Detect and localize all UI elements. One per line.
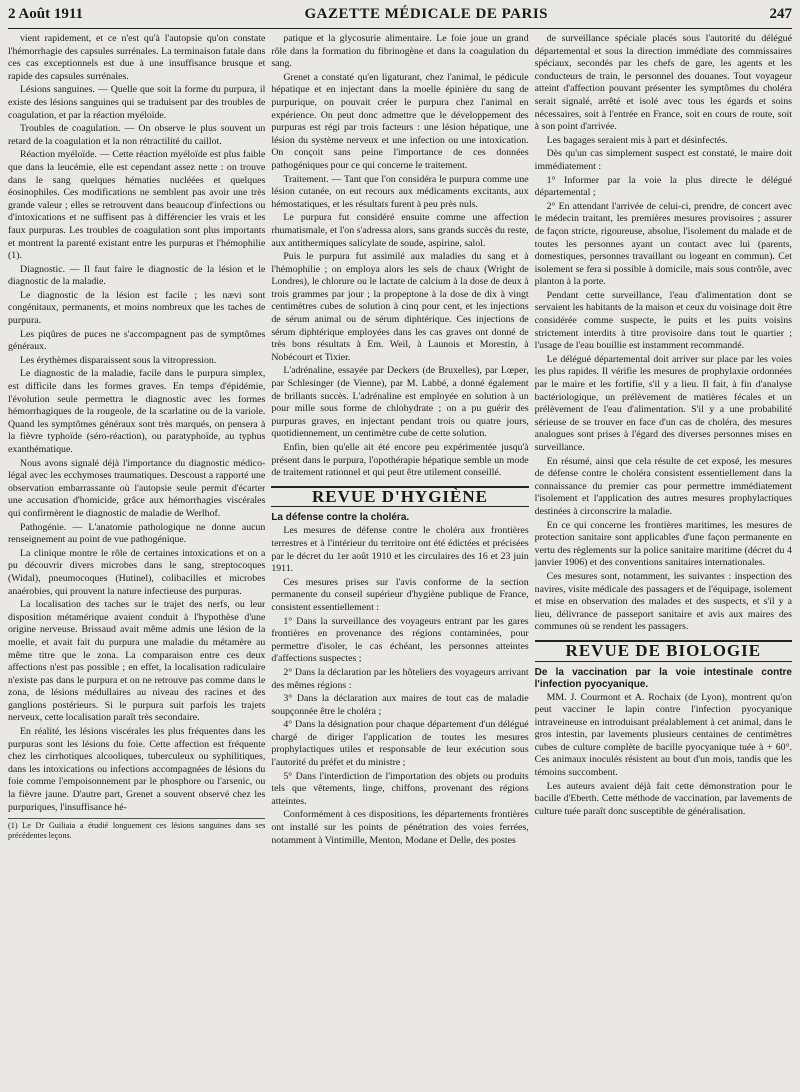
header-rule [8, 28, 792, 29]
paragraph: Puis le purpura fut assimilé aux maladies du sang et à l'hémophilie ; on employa alors les sels de chaux (Wright de Londres), le chlorure ou le lactate de calcium à la dose de deux à trois grammes par jour ; la propeptone à la dose de dix à vingt centimètres cubes de solution à cinq pour cent, et les injections de sérum animal ou de sérum diphtérique. Ces injections de sérum diphtérique employées dans les cas graves ont donné de très bons résultats à Em. Weil, à Launois et Morestin, à Nobécourt et Tixier. [271, 251, 529, 363]
paragraph: Le diagnostic de la lésion est facile ; les nævi sont congénitaux, permanents, et moins nombreux que les taches de purpura. [8, 289, 266, 327]
paragraph: Le délégué départemental doit arriver sur place par les voies les plus rapides. Il vérifie les mesures de prophylaxie ordonnées par le maire et les fortifie, s'il y a lieu. Il fait, à fin d'analyse bactériologique, un prélèvement de matières fécales et un prélèvement de l'eau d'alimentation. S'il y a une probabilité sérieuse de se trouver en face d'un cas de choléra, des mesures analogues sont prises à l'égard des diverses personnes mises en surveillance. [534, 353, 792, 453]
section-heading-hygiene: REVUE D'HYGIÈNE [271, 486, 528, 508]
paragraph: MM. J. Courmont et A. Rochaix (de Lyon), montrent qu'on peut vacciner le lapin contre l'infection pyocyanique intraveineuse en introduisant préalablement à cet animal, dans le gros intestin, par lavements plusieurs centaines de centimètres cubes de culture complète de bacille pyocyanique tuée à + 60°. Ces animaux inoculés résistent au bout d'un mois, tandis que les témoins succombent. [534, 691, 792, 779]
paragraph: Réaction myéloïde. — Cette réaction myéloïde est plus faible que dans la leucémie, elle est cependant assez nette : on trouve dans le sang quelques hématies nucléées et quelques éosinophiles. Ces modifications ne semblent pas avoir une très grande valeur ; elles se retrouvent dans beaucoup d'infections ou d'intoxications et ne suffisent pas à différencier les vrais et les faux purpuras. Les troubles de coagulation sont plus importants et montrent la parenté existant entre les purpuras et l'hémophilie (1). [8, 149, 266, 262]
paragraph: La localisation des taches sur le trajet des nerfs, ou leur disposition métamérique avaient conduit à l'hypothèse d'une origine nerveuse. Brissaud avait même admis une lésion de la moelle, et avait fait du purpura une maladie du métamère au même titre que le zona. La comparaison entre ces deux affections n'est pas possible ; en effet, la localisation radiculaire n'existe pas dans le purpura et on ne retrouve pas comme dans le zona, de lésions médullaires au niveau des racines et des ganglions postérieurs. Si le purpura suit parfois les trajets nerveux, cette localisation paraît très secondaire. [8, 599, 266, 724]
column-1 [8, 33, 265, 1083]
paragraph: 2° En attendant l'arrivée de celui-ci, prendre, de concert avec le médecin traitant, les premières mesures provisoires ; assurer de façon stricte, rigoureuse, absolue, l'isolement du malade et de toutes les personnes ayant un contact avec lui (parents, domestiques, personnes travaillant ou logeant en commun). Cet isolement se fera si possible à domicile, mais sous contrôle, avec planton à la porte. [534, 200, 792, 288]
paragraph: Nous avons signalé déjà l'importance du diagnostic médico-légal avec les ecchymoses traumatiques. Descoust a rapporté une observation embarrassante où l'autopsie seule permit d'écarter une accusation d'homicide, grâce aux hémorrhagies viscérales qui confirmèrent le diagnostic de maladie de Werlhof. [8, 457, 266, 519]
header-date: 2 Août 1911 [8, 6, 84, 22]
paragraph: 5° Dans l'interdiction de l'importation des objets ou produits tels que vêtements, linge, chiffons, provenant des régions atteintes. [271, 770, 529, 807]
paragraph: patique et la glycosurie alimentaire. Le foie joue un grand rôle dans la formation du fibrinogène et dans la coagulation du sang. [271, 33, 529, 70]
article-columns [8, 33, 792, 1083]
paragraph: 3° Dans la déclaration aux maires de tout cas de maladie soupçonnée être le choléra ; [271, 693, 529, 717]
paragraph: Dès qu'un cas simplement suspect est constaté, le maire doit immédiatement : [534, 148, 792, 172]
paragraph: La clinique montre le rôle de certaines intoxications et on a pu découvrir divers microbes dans le sang, streptocoques (Widal), pneumocoques (Hutinel), colibacilles et microbes anaérobies, qui prouvent la nature infectieuse des purpuras. [8, 547, 266, 597]
footnote-text: (1) Le Dr Guiliaia a étudié longuement ces lésions sanguines dans ses précédentes leçons. [8, 821, 266, 841]
paragraph: Les auteurs avaient déjà fait cette démonstration pour le bacille d'Eberth. Cette méthode de vaccination, par lavements de culture tuée paraît donc susceptible de généralisation. [534, 780, 792, 817]
paragraph: 2° Dans la déclaration par les hôteliers des voyageurs arrivant des mêmes régions : [271, 666, 529, 691]
column-2 [271, 33, 528, 1083]
section-heading-biologie: REVUE DE BIOLOGIE [535, 640, 792, 662]
paragraph: 4° Dans la désignation pour chaque département d'un délégué chargé de diriger l'application de toutes les mesures prophylactiques utiles et responsable de leur exécution sous l'autorité du préfet et du ministre ; [271, 719, 529, 769]
paragraph: Ces mesures prises sur l'avis conforme de la section permanente du conseil supérieur d'hygiène publique de France, consistent essentiellement : [271, 576, 529, 613]
paragraph: Traitement. — Tant que l'on considéra le purpura comme une lésion cutanée, on eut recours aux médicaments excitants, aux hémostatiques, et les résultats furent à peu près nuls. [271, 173, 529, 210]
paragraph: Diagnostic. — Il faut faire le diagnostic de la lésion et le diagnostic de la maladie. [8, 263, 266, 288]
article-subtitle: La défense contre la choléra. [271, 512, 410, 524]
paragraph: Troubles de coagulation. — On observe le plus souvent un retard de la coagulation et la non rétractilité du caillot. [8, 123, 266, 147]
paragraph: Grenet a constaté qu'en ligaturant, chez l'animal, le pédicule hépatique et en injectant dans la moelle épinière du sang de purpurique, on pouvait créer le purpura chez l'animal en expérience. On peut donc admettre que le développement des purpuras est régi par trois facteurs : une lésion hépatique, une lésion du système nerveux et une infection ou une intoxication. On conçoit sans peine l'importance de ces données pathogéniques pour ce qui concerne le traitement. [271, 71, 529, 171]
paragraph: Les piqûres de puces ne s'accompagnent pas de symptômes généraux. [8, 328, 266, 353]
article-subtitle: De la vaccination par la voie intestinale contre l'infection pyocyanique. [534, 666, 792, 690]
paragraph: En résumé, ainsi que cela résulte de cet exposé, les mesures de défense contre le choléra consistent essentiellement dans la connaissance du premier cas pour permettre immédiatement l'isolement et l'application des autres mesures prophylactiques destinées à circonscrire la maladie. [534, 455, 792, 517]
paragraph: Conformément à ces dispositions, les départements frontières ont installé sur les points de pénétration des voies ferrées, notamment à Vintimille, Menton, Modane et Delle, des postes [271, 809, 529, 846]
paragraph: Les bagages seraient mis à part et désinfectés. [546, 134, 728, 146]
paragraph: Pathogénie. — L'anatomie pathologique ne donne aucun renseignement au point de vue pathogénique. [8, 521, 266, 546]
page-header [8, 6, 792, 26]
paragraph: de surveillance spéciale placés sous l'autorité du délégué départemental et sous la direction immédiate des commissaires spéciaux, secondés par les chefs de gare, les agents et les conducteurs de train, le personnel des douanes. Tout voyageur atteint d'affection pouvant présenter les symptômes du choléra serait signalé, arrêté et isolé avec tous les égards et soins nécessaires, soit à l'entrée en France, soit en cours de route, soit à son point d'arrivée. [534, 33, 792, 133]
paragraph: Enfin, bien qu'elle ait été encore peu expérimentée jusqu'à présent dans le purpura, l'opothérapie hépatique semble un mode de traitement rationnel et qui peut être utilement conseillé. [271, 442, 529, 479]
paragraph: En ce qui concerne les frontières maritimes, les mesures de protection sanitaire sont applicables d'une façon permanente en vertu des règlements sur la police sanitaire maritime (décret du 4 janvier 1906) et des conventions sanitaires internationales. [534, 519, 792, 569]
paragraph: Les mesures de défense contre le choléra aux frontières terrestres et à l'intérieur du territoire ont été édictées et précisées par le décret du 1er août 1910 et les circulaires des 16 et 23 juin 1911. [271, 525, 529, 575]
paragraph: En réalité, les lésions viscérales les plus fréquentes dans les purpuras sont les lésions du foie. Cette affection est fréquente chez les cirrhotiques alcooliques, tuberculeux ou syphilitiques, dans les intoxications ou infections accompagnées de lésions du foie comme l'empoisonnement par le phosphore ou l'arsenic, ou la fièvre jaune. D'autre part, Grenet a souvent observé chez les purpuriques, l'insuffisance hé- [8, 726, 266, 813]
paragraph: 1° Informer par la voie la plus directe le délégué départemental ; [534, 174, 792, 199]
paragraph: 1° Dans la surveillance des voyageurs entrant par les gares frontières en provenance des régions contaminées, pour permettre d'isoler, le cas échéant, les personnes atteintes d'affections suspectes ; [271, 615, 529, 665]
footnote [8, 818, 265, 841]
paragraph: Les érythèmes disparaissent sous la vitropression. [20, 354, 217, 366]
paragraph: vient rapidement, et ce n'est qu'à l'autopsie qu'on constate l'hémorrhagie des capsules surrénales. La terminaison fatale dans ces cas exceptionnels est due à une insuffisance brusque et rapide des capsules surrénales. [8, 33, 266, 82]
paragraph: L'adrénaline, essayée par Deckers (de Bruxelles), par Lœper, par Schlesinger (de Vienne), par M. Labbé, a donné également de brillants succès. L'adrénaline est employée en solution à un pour mille sous forme de chlohydrate ; on a pu guérir des purpuras graves, en injectant pendant trois ou quatre jours, quotidiennement, un centimètre cube de cette solution. [271, 365, 529, 440]
paragraph: Pendant cette surveillance, l'eau d'alimentation dont se servaient les habitants de la maison et ceux du voisinage doit être considérée comme suspecte, le puits et les puits voisins strictement interdits à titre provisoire dans tout le quartier ; l'usage de l'eau bouillie est instamment recommandé. [534, 289, 792, 352]
paragraph: Le purpura fut considéré ensuite comme une affection rhumatismale, et l'on s'adressa alors, sans grands succès du reste, aux antithermiques salicylate de soude, aspirine, salol. [271, 212, 529, 249]
page-number: 247 [769, 6, 792, 22]
paragraph: Lésions sanguines. — Quelle que soit la forme du purpura, il existe des lésions sanguines qui se traduisent par des troubles de coagulation, et par la réaction myéloïde. [8, 84, 266, 121]
paragraph: Le diagnostic de la maladie, facile dans le purpura simplex, est difficile dans les formes graves. En temps d'épidémie, l'évolution seule permettra le diagnostic avec les formes hémorrhagiques de la rougeole, de la scarlatine ou de la variole. Quand les symptômes généraux sont très marqués, on pensera à la fièvre typhoïde (séro-réaction), ou paratyphoïde, au typhus exanthématique. [8, 368, 266, 455]
column-3 [535, 33, 792, 1083]
paragraph: Ces mesures sont, notamment, les suivantes : inspection des navires, visite médicale des passagers et de l'équipage, isolement et mise en observation des malades et des suspects, et s'il y a lieu, délivrance de passeport sanitaire et avis aux maires des communes où se rendent les passagers. [534, 570, 792, 633]
journal-title: GAZETTE MÉDICALE DE PARIS [304, 6, 549, 22]
